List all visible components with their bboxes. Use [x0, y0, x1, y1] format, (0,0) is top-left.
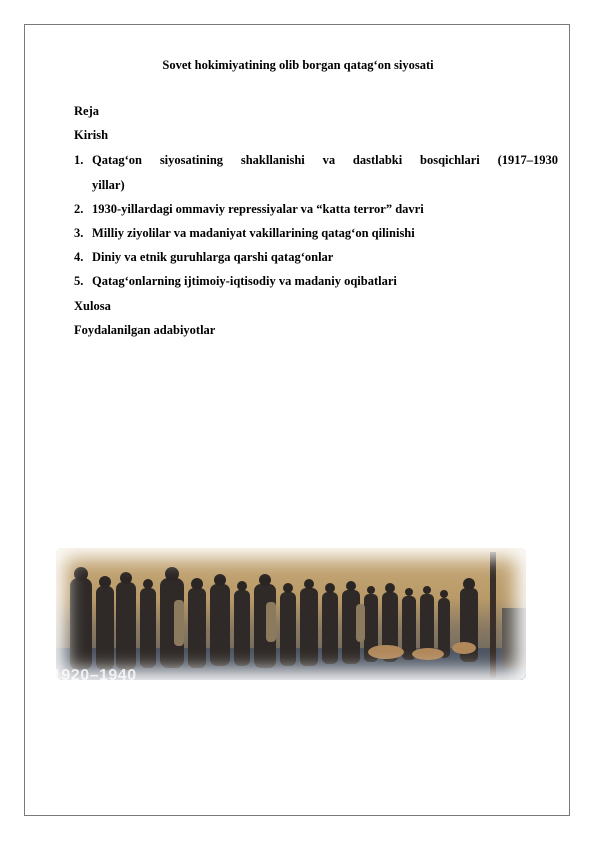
- plan-heading: Reja: [74, 104, 99, 118]
- document-title: Sovet hokimiyatining olib borgan qatag‘on siyosati: [162, 58, 434, 72]
- plan-item-text: Qatag‘onlarning ijtimoiy-iqtisodiy va madaniy oqibatlari: [92, 274, 397, 288]
- illustration-caption: 1920–1940: [52, 667, 137, 684]
- plan-item-number: 1.: [74, 153, 84, 167]
- plan-item-number: 2.: [74, 202, 84, 216]
- plan-item-number: 5.: [74, 274, 84, 288]
- conclusion-heading: Xulosa: [74, 299, 111, 313]
- plan-item-number: 4.: [74, 250, 84, 264]
- references-heading: Foydalanilgan adabiyotlar: [74, 323, 216, 337]
- plan-item-text: 1930-yillardagi ommaviy repressiyalar va “katta terror” davri: [92, 202, 424, 216]
- plan-item-number: 3.: [74, 226, 84, 240]
- plan-item-1-continuation: yillar): [92, 178, 125, 192]
- plan-item-text: Milliy ziyolilar va madaniyat vakillarining qatag‘on qilinishi: [92, 226, 415, 240]
- illustration-scene: [56, 548, 526, 680]
- historical-illustration: [56, 548, 526, 680]
- intro-heading: Kirish: [74, 128, 109, 142]
- plan-item-text: Diniy va etnik guruhlarga qarshi qatag‘onlar: [92, 250, 334, 264]
- plan-item-text: Qatag‘on siyosatining shakllanishi va dastlabki bosqichlari (1917–1930: [92, 153, 558, 167]
